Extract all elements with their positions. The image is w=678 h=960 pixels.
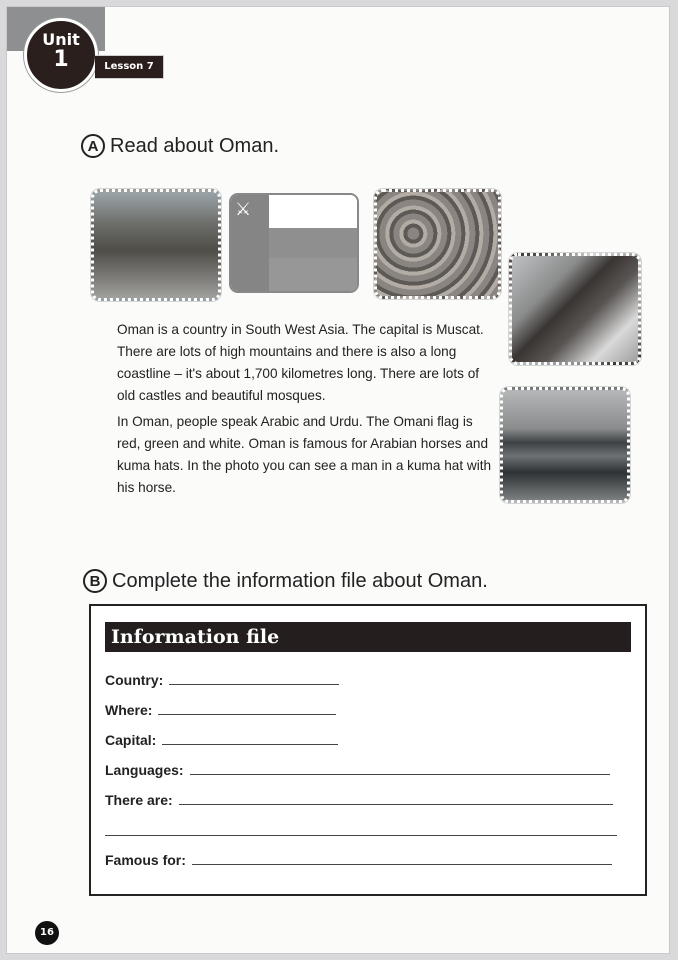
field-where[interactable] (105, 702, 336, 718)
section-a-title: Read about Oman. (110, 134, 279, 157)
unit-word: Unit (42, 30, 80, 49)
information-file-title: Information file (105, 622, 631, 652)
castle-reflection-photo (500, 387, 630, 503)
field-country[interactable] (105, 672, 339, 688)
field-where-label: Where: (105, 702, 153, 718)
field-country-line[interactable] (169, 683, 339, 685)
section-b-title: Complete the information file about Oman. (112, 569, 488, 592)
page-number: 16 (35, 921, 59, 945)
man-with-horse-photo (509, 253, 641, 365)
lesson-label: Lesson 7 (95, 55, 164, 79)
section-b-heading (83, 569, 488, 593)
field-famous-for-label: Famous for: (105, 852, 186, 868)
field-there-are-label: There are: (105, 792, 173, 808)
section-a-heading (81, 134, 279, 158)
oman-flag-image (229, 193, 359, 293)
baskets-photo (374, 189, 501, 299)
field-languages-line[interactable] (190, 773, 610, 775)
field-languages[interactable] (105, 762, 610, 778)
field-capital[interactable] (105, 732, 338, 748)
field-country-label: Country: (105, 672, 164, 688)
section-a-letter: A (81, 134, 105, 158)
unit-badge (24, 18, 98, 92)
field-languages-label: Languages: (105, 762, 184, 778)
field-there-are[interactable] (105, 792, 613, 808)
oman-emblem-icon: ⚔ (235, 199, 252, 220)
mountains-photo (91, 189, 221, 301)
field-where-line[interactable] (158, 713, 336, 715)
workbook-page (6, 6, 670, 954)
unit-number: 1 (53, 47, 69, 72)
reading-paragraph-2: In Oman, people speak Arabic and Urdu. The Omani flag is red, green and white. Oman is famous for Arabian horses and kuma hats. In the photo you can see a man in a kuma hat with his horse. (117, 414, 492, 495)
reading-paragraph-1: Oman is a country in South West Asia. The capital is Muscat. There are lots of high mountains and there is also a long coastline – it's about 1,700 kilometres long. There are lots of old castles and beautiful mosques. (117, 322, 484, 403)
field-there-are-line[interactable] (179, 803, 613, 805)
field-capital-line[interactable] (162, 743, 338, 745)
information-file-box (89, 604, 647, 896)
field-famous-for[interactable] (105, 852, 612, 868)
field-capital-label: Capital: (105, 732, 157, 748)
section-b-letter: B (83, 569, 107, 593)
field-there-are-extra-line[interactable] (105, 835, 617, 836)
field-famous-for-line[interactable] (192, 863, 612, 865)
